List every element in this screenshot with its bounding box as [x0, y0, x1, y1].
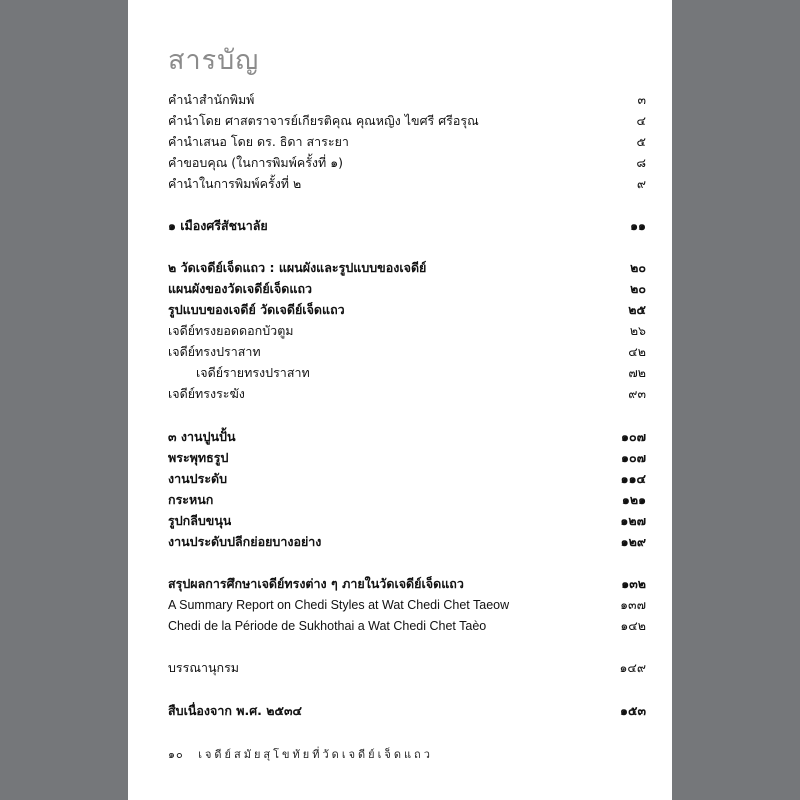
toc-entry-page-number: ๑๑: [630, 218, 646, 233]
toc-entry-page-number: ๑๐๗: [621, 450, 646, 465]
toc-entry-label: แผนผังของวัดเจดีย์เจ็ดแถว: [168, 281, 313, 296]
footer-page-number: ๑๐: [168, 748, 184, 761]
toc-entry-page-number: ๘: [636, 155, 646, 170]
toc-entry-label: รูปแบบของเจดีย์ วัดเจดีย์เจ็ดแถว: [168, 302, 345, 317]
toc-entry: [168, 658, 646, 679]
toc-entry: [168, 174, 646, 195]
book-page: [128, 0, 672, 800]
toc-entry-label: เจดีย์ทรงระฆัง: [168, 386, 245, 401]
toc-entry: [168, 448, 646, 469]
toc-entry-label: ๓ งานปูนปั้น: [168, 429, 236, 444]
toc-entry: [168, 616, 646, 637]
toc-entry-label: คำนำเสนอ โดย ดร. ธิดา สาระยา: [168, 134, 349, 149]
toc-entry-label: A Summary Report on Chedi Styles at Wat Chedi Chet Taeow: [168, 598, 510, 612]
toc-entry-label: คำนำในการพิมพ์ครั้งที่ ๒: [168, 176, 302, 191]
toc-entry-page-number: ๕: [636, 134, 646, 149]
toc-entry: [168, 321, 646, 342]
toc-entry-label: พระพุทธรูป: [168, 450, 229, 465]
toc-entry: [168, 132, 646, 153]
toc-entry-label: กระหนก: [168, 492, 214, 507]
toc-entry: [168, 427, 646, 448]
toc-entry-page-number: ๑๓๗: [620, 598, 646, 612]
toc-entry-label: คำขอบคุณ (ในการพิมพ์ครั้งที่ ๑): [168, 155, 344, 170]
page-footer: [168, 745, 433, 763]
toc-entry-label: งานประดับ: [168, 471, 228, 486]
toc-entry-label: Chedi de la Période de Sukhothai a Wat Chedi Chet Taèo: [168, 619, 487, 633]
toc-entry-page-number: ๒๕: [628, 302, 646, 317]
toc-entry-label: เจดีย์ทรงยอดดอกบัวตูม: [168, 323, 294, 338]
toc-entry: [168, 384, 646, 405]
toc-entry-page-number: ๑๔๒: [620, 619, 646, 633]
toc-entry-page-number: ๔๒: [628, 344, 646, 359]
toc-entry-page-number: ๙๓: [628, 386, 646, 401]
footer-running-title: เจดีย์สมัยสุโขทัยที่วัดเจดีย์เจ็ดแถว: [198, 748, 433, 761]
toc-entry-label: งานประดับปลีกย่อยบางอย่าง: [168, 534, 322, 549]
page-title: สารบัญ: [168, 45, 260, 76]
toc-entry-page-number: ๑๒๗: [620, 513, 646, 528]
toc-entry: [168, 532, 646, 553]
toc-entry: [168, 111, 646, 132]
toc-entry-label: ๑ เมืองศรีสัชนาลัย: [168, 218, 268, 233]
toc-entry-page-number: ๑๒๙: [620, 534, 646, 549]
toc-entry: [168, 342, 646, 363]
toc-entry-label: เจดีย์รายทรงปราสาท: [196, 365, 310, 380]
toc-entry-label: รูปกลีบขนุน: [168, 513, 232, 528]
toc-entry-page-number: ๒๖: [629, 323, 646, 338]
toc-entry: [168, 469, 646, 490]
toc-entry-page-number: ๑๕๓: [620, 703, 646, 718]
toc-entry-page-number: ๑๐๗: [621, 429, 646, 444]
toc-entry: [168, 153, 646, 174]
toc-entry: [168, 258, 646, 279]
toc-entry: [168, 216, 646, 237]
toc-entry: [168, 90, 646, 111]
toc-entry-page-number: ๑๑๔: [620, 471, 646, 486]
toc-entry-label: คำนำสำนักพิมพ์: [168, 92, 255, 107]
toc-entry-label: เจดีย์ทรงปราสาท: [168, 344, 261, 359]
toc-entry: [168, 511, 646, 532]
toc-entry-page-number: ๑๓๒: [621, 576, 646, 591]
toc-entry-label: คำนำโดย ศาสตราจารย์เกียรติคุณ คุณหญิง ไขศรี ศรีอรุณ: [168, 113, 479, 128]
toc-entry-page-number: ๓: [637, 92, 646, 107]
toc-entry-page-number: ๒๐: [630, 281, 646, 296]
toc-entry-page-number: ๑๒๑: [621, 492, 646, 507]
toc-entry: [168, 300, 646, 321]
toc-entry: [168, 595, 646, 616]
toc-entry-page-number: ๙: [636, 176, 646, 191]
toc-entry: [168, 279, 646, 300]
toc-entry: [168, 574, 646, 595]
toc-entry-page-number: ๒๐: [630, 260, 646, 275]
toc-entry-page-number: ๑๔๙: [619, 660, 646, 675]
toc-entry-label: บรรณานุกรม: [168, 660, 240, 675]
toc-entry-page-number: ๗๒: [628, 365, 646, 380]
toc-entry: [168, 490, 646, 511]
toc-entry-label: สืบเนื่องจาก พ.ศ. ๒๕๓๔: [168, 703, 302, 718]
toc-entry-label: สรุปผลการศึกษาเจดีย์ทรงต่าง ๆ ภายในวัดเจดีย์เจ็ดแถว: [168, 576, 464, 591]
toc-entry-label: ๒ วัดเจดีย์เจ็ดแถว : แผนผังและรูปแบบของเจดีย์: [168, 260, 427, 275]
toc-entry: [168, 363, 646, 384]
toc-entry: [168, 701, 646, 722]
toc-entry-page-number: ๔: [636, 113, 646, 128]
